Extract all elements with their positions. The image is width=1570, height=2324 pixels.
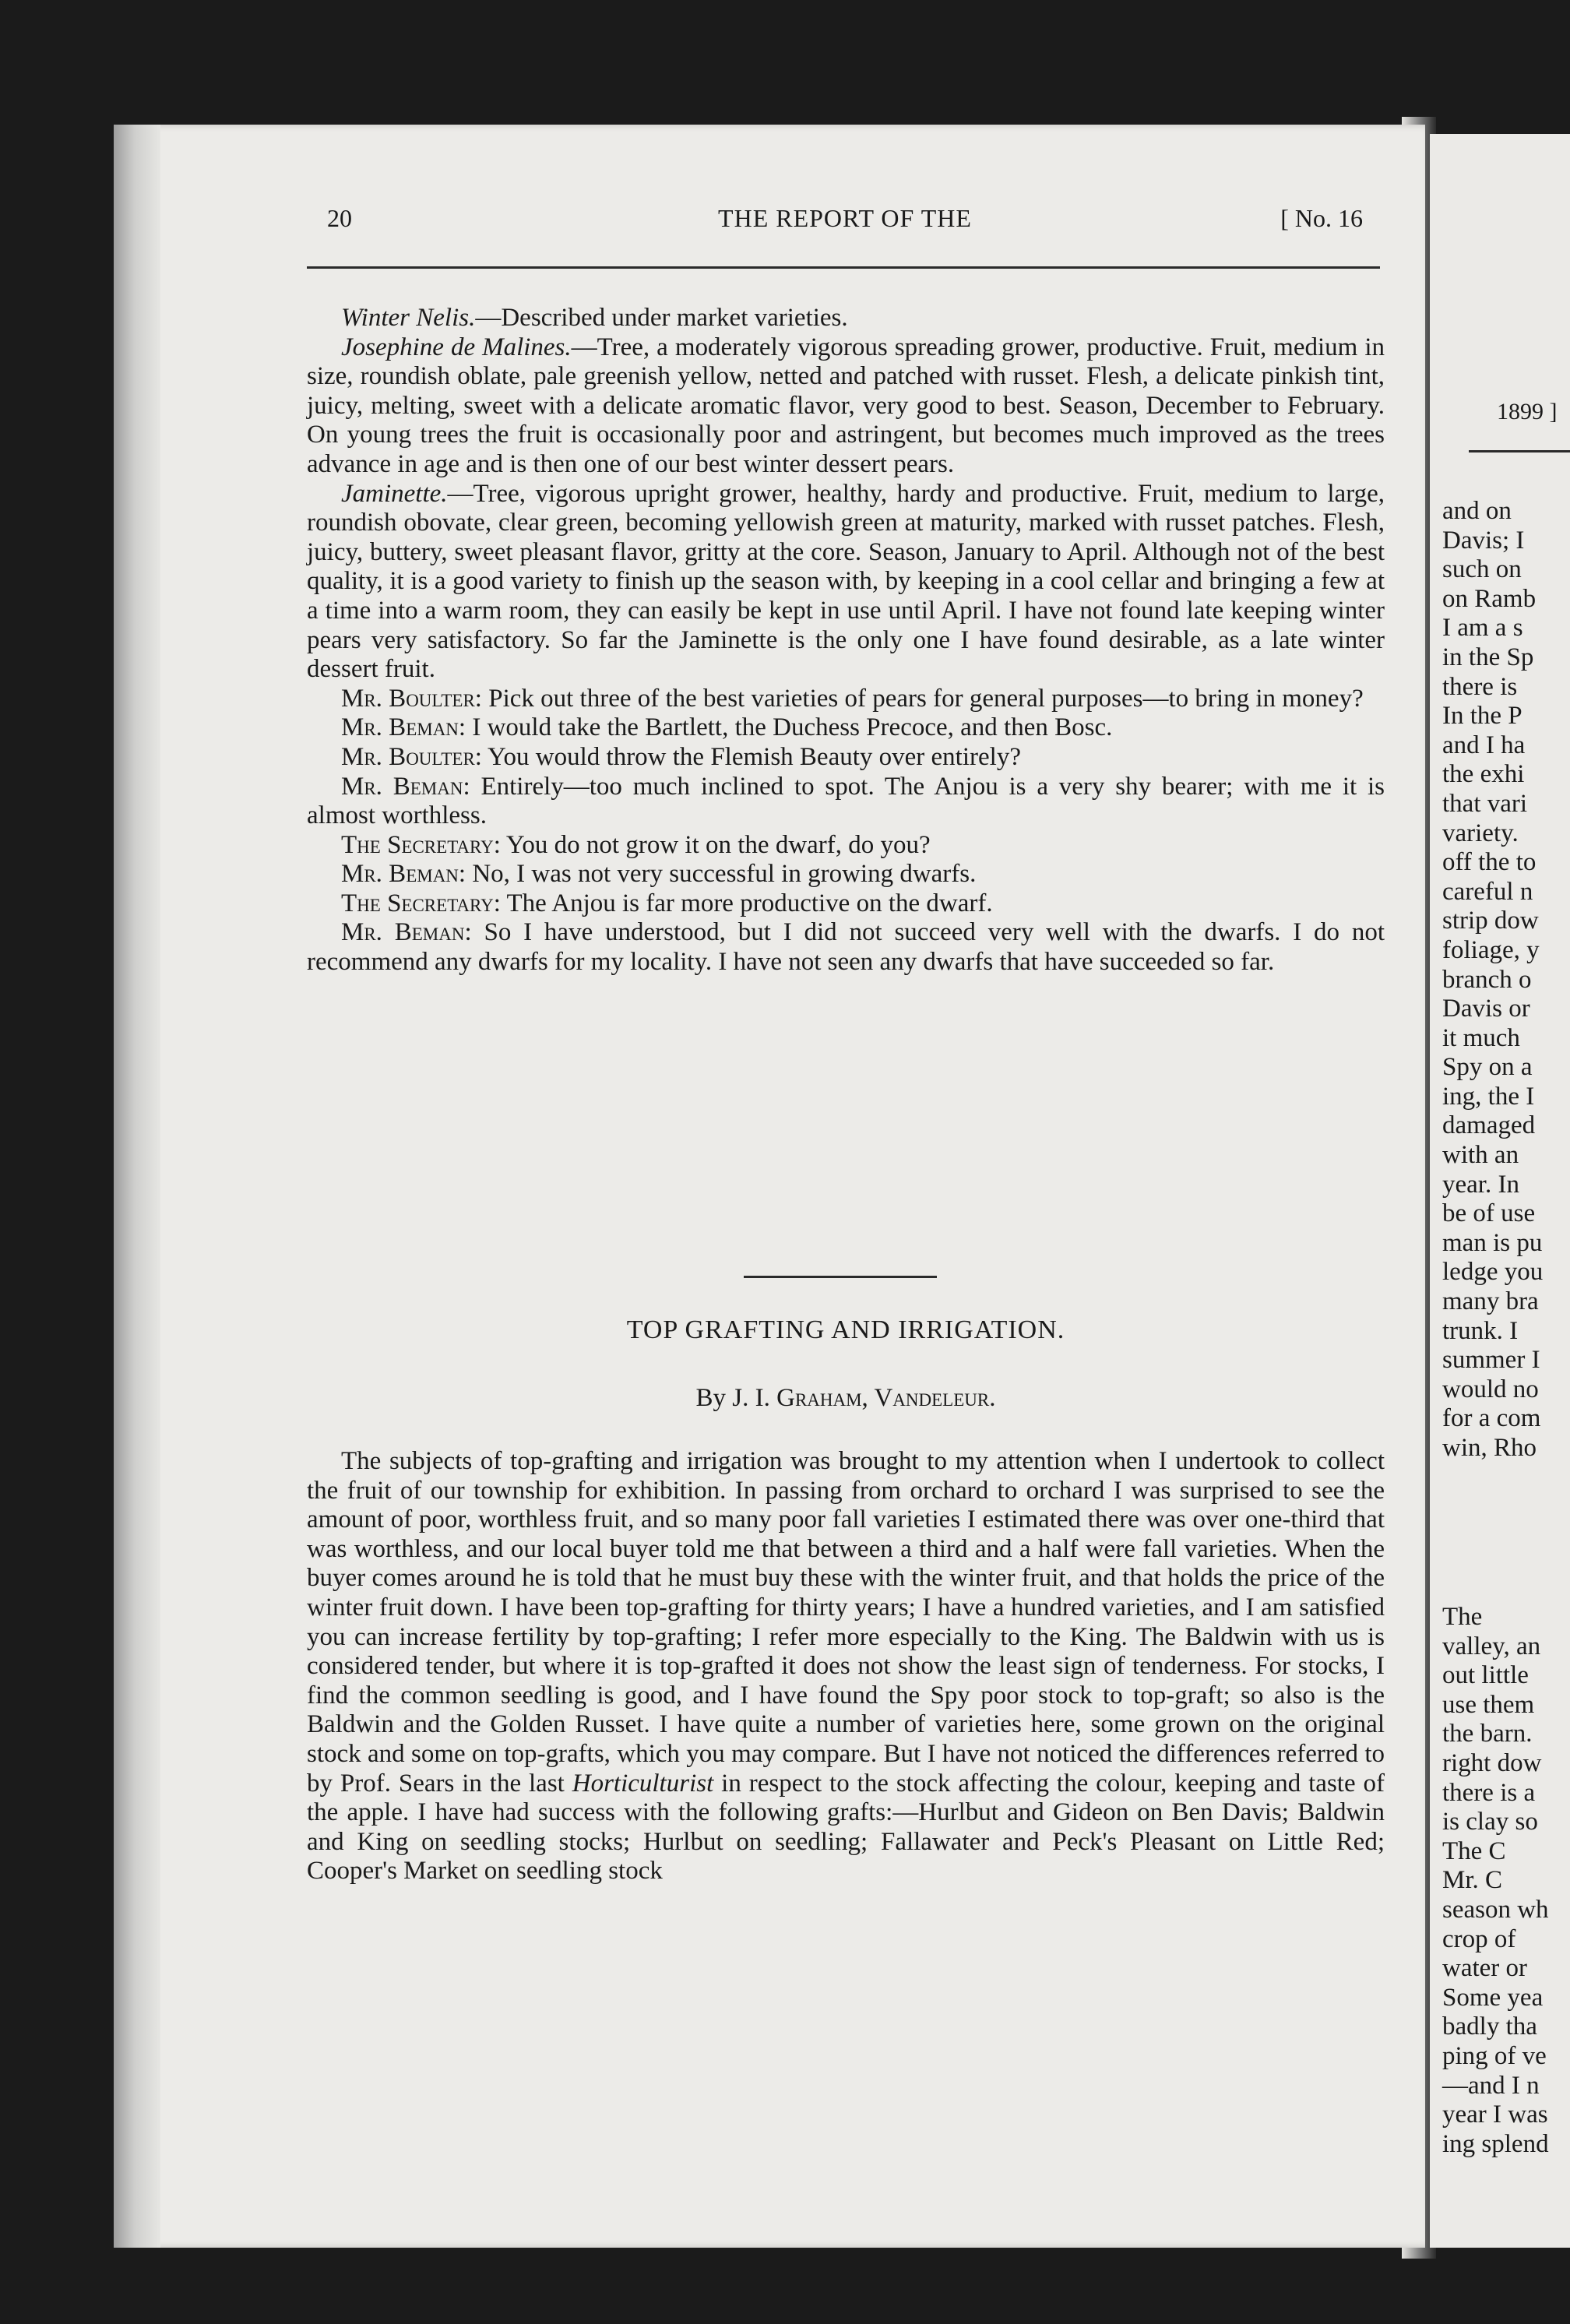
page-number: 20 [327,204,352,232]
facing-page-header: 1899 ] [1497,399,1558,424]
facing-page-line: there is [1442,672,1518,701]
journal-title: Horticulturist [572,1769,714,1798]
facing-page-line: Spy on a [1442,1053,1533,1082]
facing-page-line: I am a s [1442,614,1523,643]
facing-page-line: the barn. [1442,1720,1533,1748]
facing-page-line: it much [1442,1023,1520,1052]
facing-page-line: year I was [1442,2100,1548,2129]
speaker: Mr. Beman [341,713,459,742]
facing-page-rule [1469,450,1570,452]
running-header [327,204,1363,251]
dialogue-line: The Secretary: The Anjou is far more productive on the dwarf. [341,889,993,917]
facing-page-line: Some yea [1442,1983,1544,2012]
facing-page-line: and I ha [1442,731,1526,759]
facing-page-line: would no [1442,1375,1539,1403]
facing-page-line: with an [1442,1141,1519,1170]
facing-page-line: right dow [1442,1748,1542,1777]
facing-page-line: in the Sp [1442,643,1534,671]
facing-page-column-b [1442,1603,1549,2159]
facing-page-line: variety. [1442,819,1519,847]
binding-edge [114,125,160,2248]
facing-page-line: strip dow [1442,907,1539,935]
section-divider [744,1276,937,1278]
byline: By J. I. Graham, Vandeleur. [695,1384,996,1412]
facing-page-line: summer I [1442,1346,1540,1375]
facing-page-line: be of use [1442,1199,1536,1228]
speaker: The Secretary [341,889,494,917]
facing-page-line: year. In [1442,1170,1519,1199]
speaker: Mr. Boulter [341,742,475,771]
dialogue-line: Mr. Boulter: You would throw the Flemish Beauty over entirely? [341,742,1021,771]
facing-page-line: the exhi [1442,760,1525,789]
facing-page-line: The [1442,1603,1483,1631]
facing-page-line: trunk. I [1442,1316,1519,1345]
pear-name: Josephine de Malines. [341,333,572,361]
facing-page-line: badly tha [1442,2012,1537,2041]
dialogue-line: Mr. Boulter: Pick out three of the best varieties of pears for general purposes—to bring in money? [341,684,1364,713]
speaker: Mr. Boulter [341,684,475,713]
facing-page-line: season wh [1442,1895,1549,1924]
facing-page-line: ing, the I [1442,1082,1535,1111]
facing-page-line: The C [1442,1836,1506,1865]
running-title: THE REPORT OF THE [718,204,972,232]
facing-page-line: use them [1442,1690,1535,1719]
facing-page-line: Mr. C [1442,1866,1503,1895]
speaker: The Secretary [341,830,494,859]
facing-page-line: man is pu [1442,1228,1543,1257]
dialogue-line: Mr. Beman: So I have understood, but I did not succeed very well with the dwarfs. I do not recommend any dwarfs for my locality. I have not seen any dwarfs that have succeeded so far. [307,918,1385,977]
pear-entry: Jaminette.—Tree, vigorous upright grower, healthy, hardy and productive. Fruit, medium to large, roundish obovate, clear green, becoming yellowish green at maturity, marked with russet patches. Flesh, juicy, buttery, sweet pleasant flavor, gritty at the core. Season, January to April. Although not of the best quality, it is a good variety to finish up the season with, by keeping in a cool cellar and bringing a few at a time into a warm room, they can easily be kept in use until April. I have not found late keeping winter pears very satisfactory. So far the Jaminette is the only one I have found desirable, as a late winter dessert fruit. [307,479,1385,684]
facing-page-line: damaged [1442,1111,1536,1140]
facing-page-line: such on [1442,555,1522,584]
pear-entry: Josephine de Malines.—Tree, a moderately vigorous spreading grower, productive. Fruit, medium in size, roundish oblate, pale greenish yellow, netted and patched with russet. Flesh, a delicate pinkish tint, juicy, melting, sweet with a delicate aromatic flavor, very good to best. Season, December to February. On young trees the fruit is occasionally poor and astringent, but becomes much improved as the trees advance in age and is then one of our best winter dessert pears. [307,333,1385,478]
facing-page-line: many bra [1442,1287,1539,1316]
facing-page-line: off the to [1442,848,1537,877]
section-title: TOP GRAFTING AND IRRIGATION. [626,1315,1065,1344]
speaker: Mr. Beman [341,860,459,889]
pear-descriptions [307,304,1385,977]
pear-entry: Winter Nelis.—Described under market varieties. [341,304,848,332]
facing-page-line: is clay so [1442,1808,1538,1836]
facing-page-line: Davis; I [1442,526,1525,555]
header-rule [307,266,1380,269]
article-body [307,1447,1385,1886]
facing-page-line: In the P [1442,702,1522,731]
facing-page-line: that vari [1442,789,1528,818]
facing-page-line: —and I n [1442,2071,1540,2100]
speaker: Mr. Beman [341,772,463,801]
facing-page-line: ing splend [1442,2129,1549,2158]
facing-page-line: out little [1442,1661,1529,1690]
dialogue-line: The Secretary: You do not grow it on the dwarf, do you? [341,830,931,859]
facing-page-line: valley, an [1442,1632,1541,1660]
facing-page-line: there is a [1442,1778,1536,1807]
facing-page-line: careful n [1442,877,1533,906]
facing-page-line: water or [1442,1954,1528,1983]
article-paragraph: The subjects of top-grafting and irrigation was brought to my attention when I undertook to collect the fruit of our township for exhibition. In passing from orchard to orchard I was surprised to see the amount of poor, worthless fruit, and so many poor fall varieties I estimated there was over one-third that was worthless, and our local buyer told me that between a third and a half were fall varieties. When the buyer comes around he is told that he must buy these with the winter fruit, and that holds the price of the winter fruit down. I have been top-grafting for thirty years; I have a hundred varieties, and I am satisfied you can increase fertility by top-grafting; I refer more especially to the King. The Baldwin with us is considered tender, but where it is top-grafted it does not show the least sign of tenderness. For stocks, I find the common seedling is good, and I have found the Spy poor stock to top-graft; so also is the Baldwin and the Golden Russet. I have quite a number of varieties here, some grown on the original stock and some on top-grafts, which you may compare. But I have not noticed the differences referred to by Prof. Sears in the last Horticulturist in respect to the stock affecting the colour, keeping and taste of the apple. I have had success with the following grafts:—Hurlbut and Gideon on Ben Davis; Baldwin and King on seedling stocks; Hurlbut on seedling; Fallawater and Peck's Pleasant on Little Red; Cooper's Market on seedling stock [307,1447,1385,1886]
facing-page-line: on Ramb [1442,584,1537,613]
facing-page-line: ledge you [1442,1258,1544,1287]
facing-page-fragment [1430,134,1570,2248]
facing-page-line: foliage, y [1442,935,1540,964]
pear-name: Jaminette. [341,479,448,508]
facing-page-column-a [1442,497,1543,1463]
facing-page-line: and on [1442,497,1512,525]
dialogue-line: Mr. Beman: I would take the Bartlett, the Duchess Precoce, and then Bosc. [341,713,1113,742]
dialogue-line: Mr. Beman: Entirely—too much inclined to spot. The Anjou is a very shy bearer; with me it is almost worthless. [307,772,1385,830]
facing-page-line: Davis or [1442,995,1530,1023]
facing-page-line: branch o [1442,965,1532,994]
facing-page-line: crop of [1442,1924,1516,1953]
pear-name: Winter Nelis. [341,304,476,332]
author-name: Graham, Vandeleur. [776,1384,996,1412]
facing-page-line: for a com [1442,1404,1541,1433]
facing-page-line: ping of ve [1442,2041,1547,2070]
facing-page-line: win, Rho [1442,1434,1537,1462]
issue-number: [ No. 16 [1280,204,1363,232]
speaker: Mr. Beman [341,918,465,947]
dialogue-line: Mr. Beman: No, I was not very successful in growing dwarfs. [341,860,977,889]
